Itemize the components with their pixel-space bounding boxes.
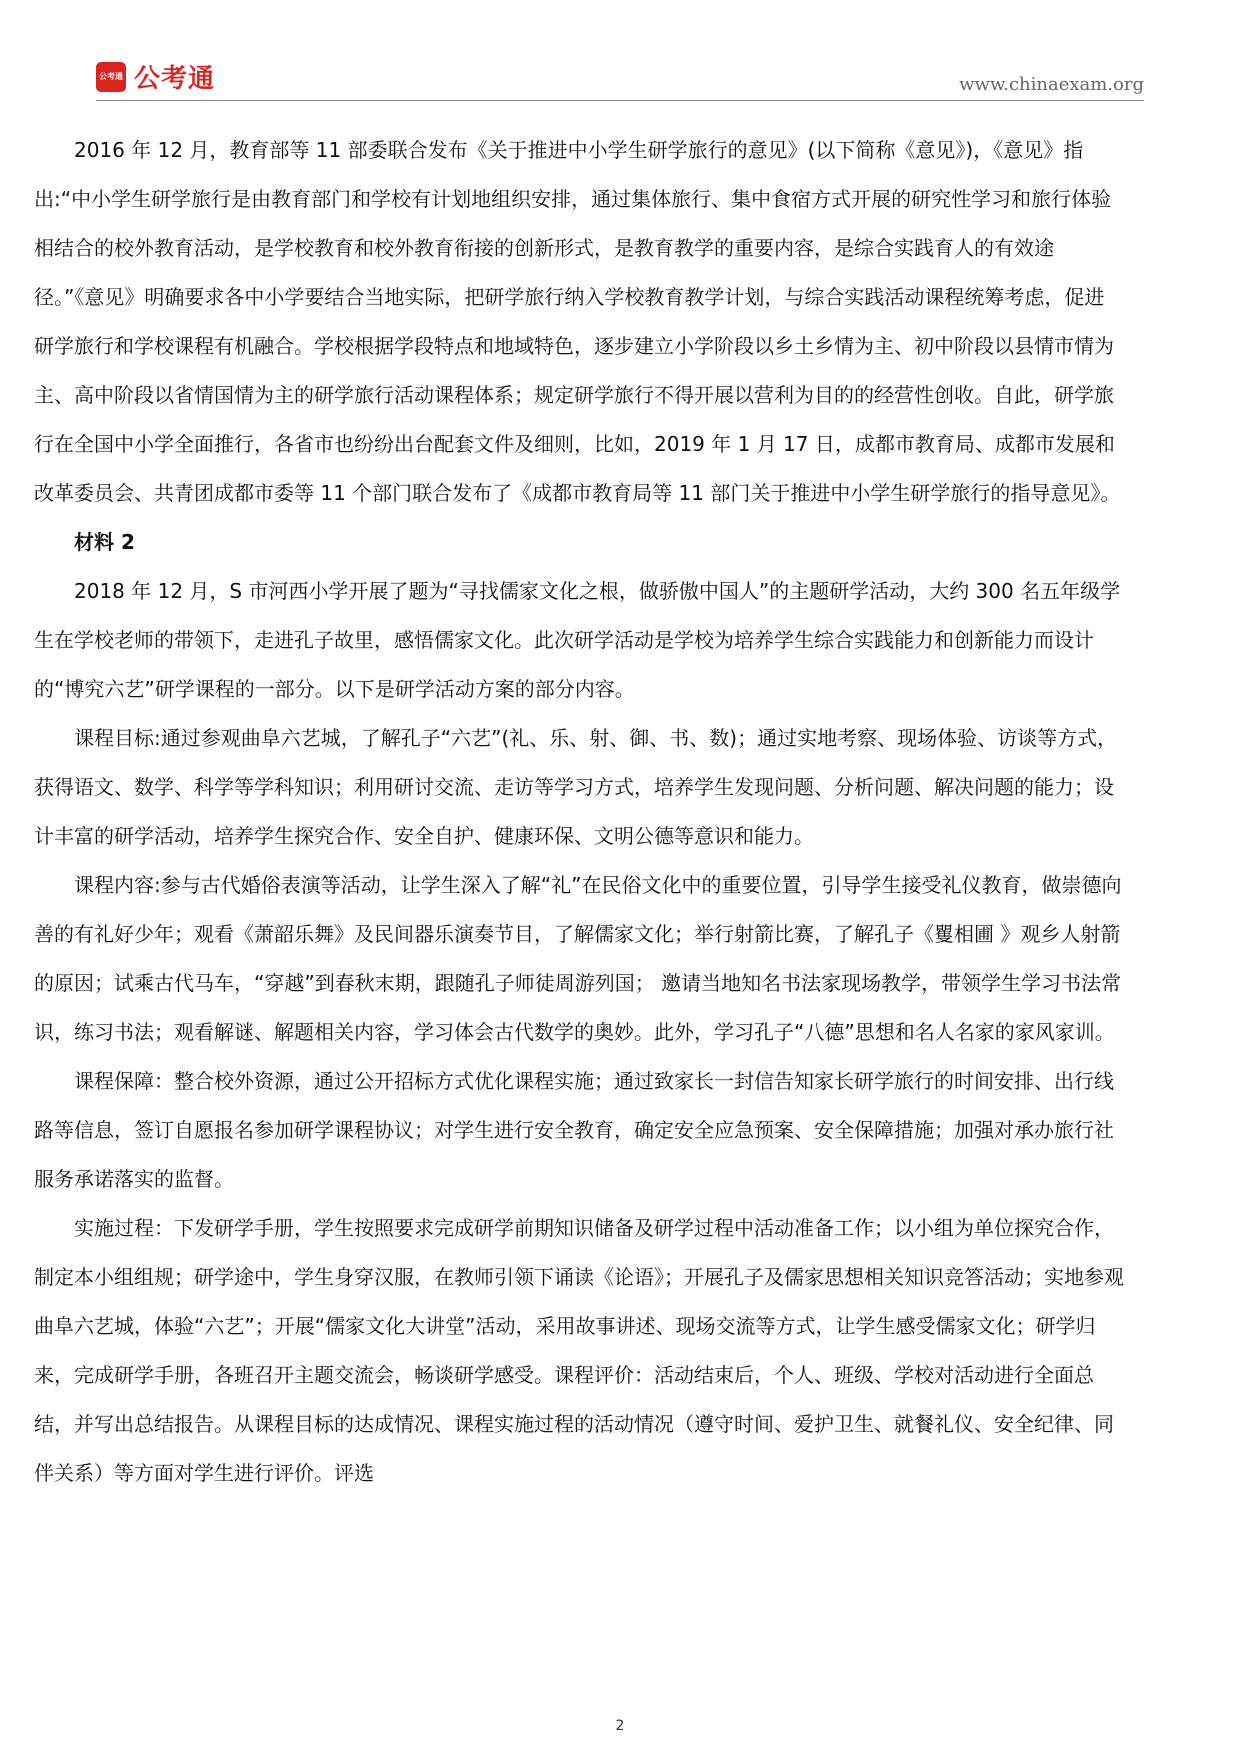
paragraph-course-support: 课程保障：整合校外资源，通过公开招标方式优化课程实施；通过致家长一封信告知家长研学旅行的时间安排、出行线路等信息，签订自愿报名参加研学课程协议；对学生进行安全教育，确定安全应急预案、安全保障措施；加强对承办旅行社服务承诺落实的监督。: [34, 1069, 1114, 1191]
paragraph-background: 2016 年 12 月，教育部等 11 部委联合发布《关于推进中小学生研学旅行的意见》(以下简称《意见》)，《意见》指出:“中小学生研学旅行是由教育部门和学校有计划地组织安排，通过集体旅行、集中食宿方式开展的研究性学习和旅行体验相结合的校外教育活动，是学校教育和校外教育衔接的创新形式，是教育教学的重要内容，是综合实践育人的有效途径。”《意见》明确要求各中小学要结合当地实际，把研学旅行纳入学校教育教学计划，与综合实践活动课程统筹考虑，促进研学旅行和学校课程有机融合。学校根据学段特点和地域特色，逐步建立小学阶段以乡土乡情为主、初中阶段以县情市情为主、高中阶段以省情国情为主的研学旅行活动课程体系；规定研学旅行不得开展以营利为目的的经营性创收。自此，研学旅行在全国中小学全面推行，各省市也纷纷出台配套文件及细则，比如，2019 年 1 月 17 日，成都市教育局、成都市发展和改革委员会、共青团成都市委等 11 个部门联合发布了《成都市教育局等 11 部门关于推进中小学生研学旅行的指导意见》。: [34, 138, 1121, 505]
paragraph-implementation: 实施过程：下发研学手册，学生按照要求完成研学前期知识储备及研学过程中活动准备工作；以小组为单位探究合作，制定本小组组规；研学途中，学生身穿汉服，在教师引领下诵读《论语》；开展孔子及儒家思想相关知识竞答活动；实地参观曲阜六艺城，体验“六艺”；开展“儒家文化大讲堂”活动，采用故事讲述、现场交流等方式，让学生感受儒家文化；研学归来，完成研学手册，各班召开主题交流会，畅谈研学感受。课程评价：活动结束后，个人、班级、学校对活动进行全面总结，并写出总结报告。从课程目标的达成情况、课程实施过程的活动情况（遵守时间、爱护卫生、就餐礼仪、安全纪律、同伴关系）等方面对学生进行评价。评选: [34, 1216, 1124, 1485]
page-header: [0, 0, 1240, 110]
header-divider: [96, 100, 1144, 101]
paragraph-course-goals: 课程目标:通过参观曲阜六艺城，了解孔子“六艺”(礼、乐、射、御、书、数)；通过实地考察、现场体验、访谈等方式，获得语文、数学、科学等学科知识；利用研讨交流、走访等学习方式，培养学生发现问题、分析问题、解决问题的能力；设计丰富的研学活动，培养学生探究合作、安全自护、健康环保、文明公德等意识和能力。: [34, 726, 1118, 848]
brand-logo: [96, 58, 215, 95]
site-url: www.chinaexam.org: [959, 74, 1144, 95]
paragraph-activity-intro: 2018 年 12 月，S 市河西小学开展了题为“寻找儒家文化之根，做骄傲中国人”的主题研学活动，大约 300 名五年级学生在学校老师的带领下，走进孔子故里，感悟儒家文化。此次研学活动是学校为培养学生综合实践能力和创新能力而设计的“博究六艺”研学课程的一部分。以下是研学活动方案的部分内容。: [34, 579, 1121, 701]
logo-text: 公考通: [134, 64, 216, 94]
section-heading-material-2: 材料 2: [74, 530, 135, 554]
logo-icon: 公考通: [96, 62, 126, 92]
paragraph-course-content: 课程内容:参与古代婚俗表演等活动，让学生深入了解“礼”在民俗文化中的重要位置，引导学生接受礼仪教育，做崇德向善的有礼好少年；观看《萧韶乐舞》及民间器乐演奏节目，了解儒家文化；举行射箭比赛，了解孔子《矍相圃 》观乡人射箭的原因；试乘古代马车，“穿越”到春秋末期，跟随孔子师徒周游列国； 邀请当地知名书法家现场教学，带领学生学习书法常识，练习书法；观看解谜、解题相关内容，学习体会古代数学的奥妙。此外，学习孔子“八德”思想和名人名家的家风家训。: [34, 873, 1122, 1044]
document-body: [34, 126, 1124, 1498]
page-number: 2: [615, 1718, 625, 1734]
